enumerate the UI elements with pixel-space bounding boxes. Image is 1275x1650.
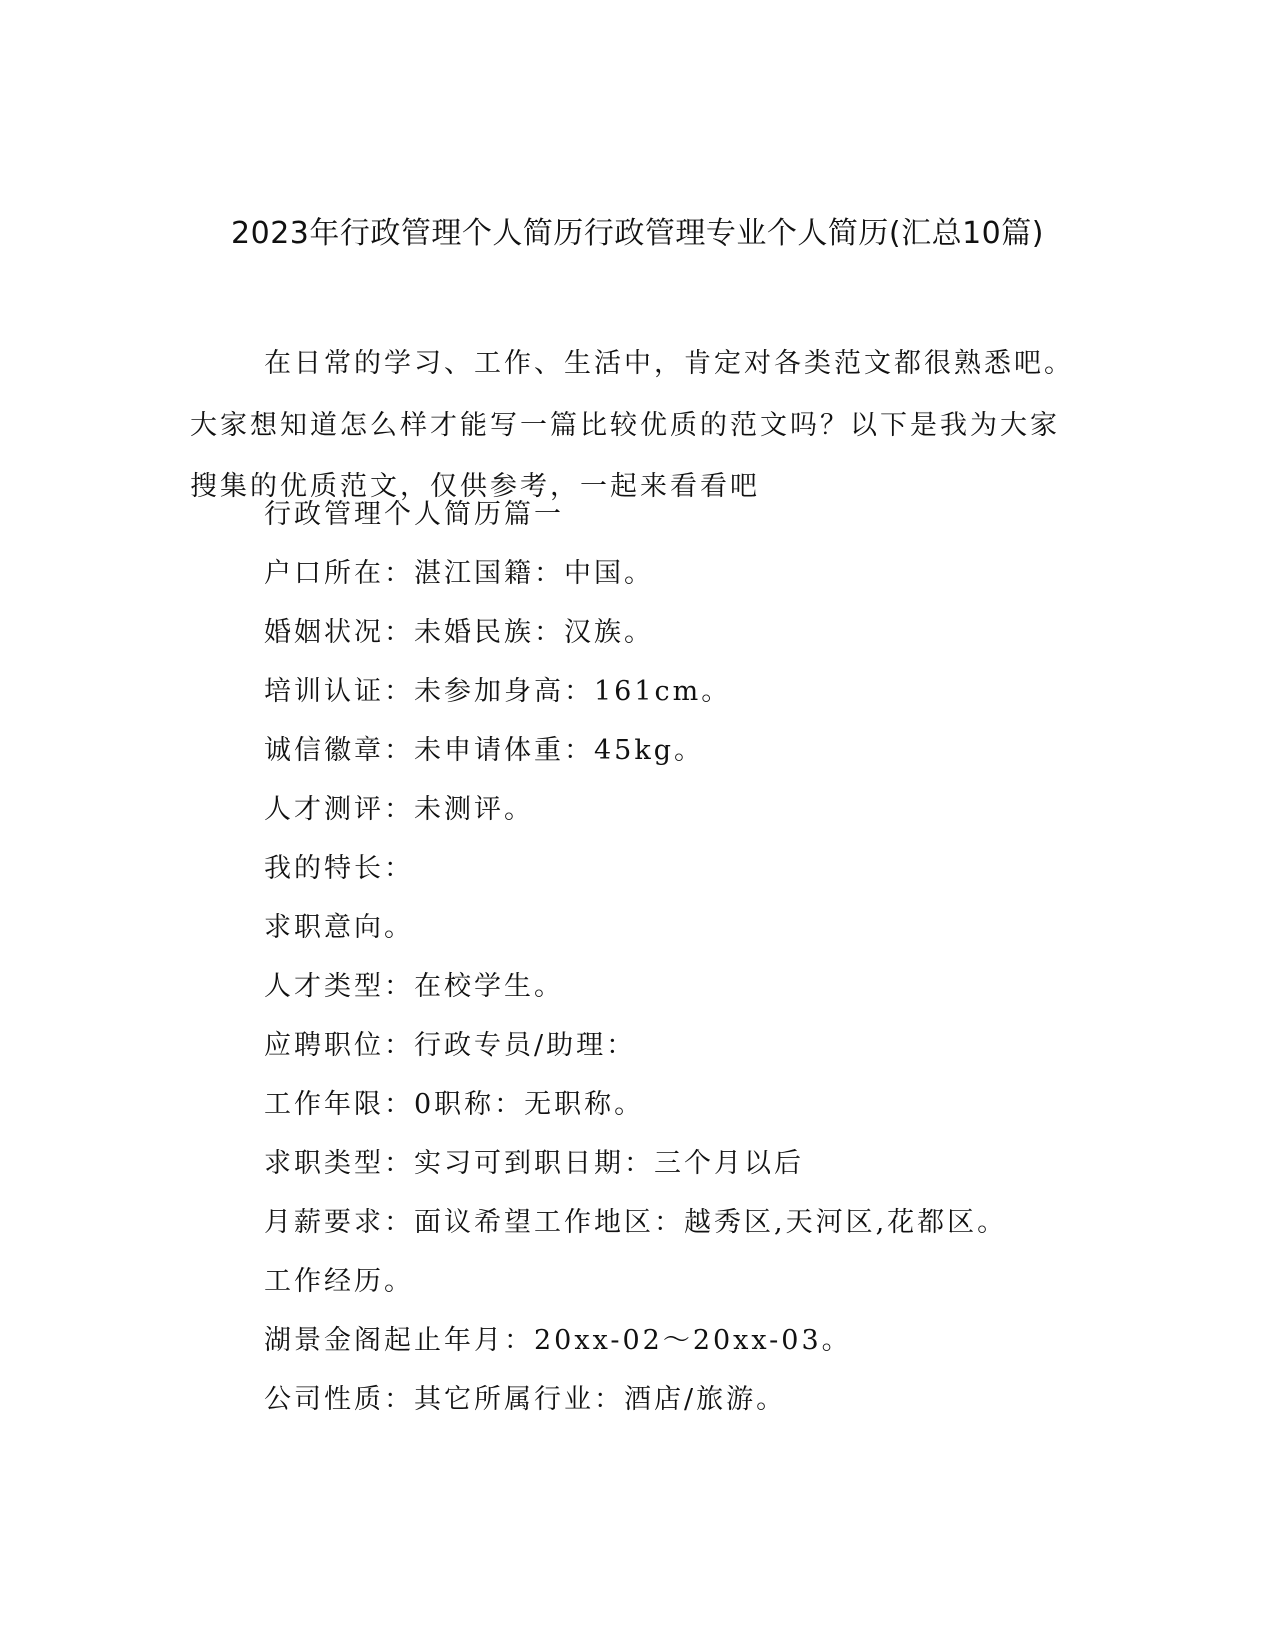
- talent-type-line: 人才类型：在校学生。: [264, 971, 564, 1002]
- company-nature-line: 公司性质：其它所属行业：酒店/旅游。: [264, 1384, 787, 1415]
- salary-line: 月薪要求：面议希望工作地区：越秀区,天河区,花都区。: [264, 1207, 1008, 1238]
- job-intention-line: 求职意向。: [264, 912, 414, 943]
- intro-paragraph: 在日常的学习、工作、生活中，肯定对各类范文都很熟悉吧。大家想知道怎么样才能写一篇比较优质的范文吗？以下是我为大家搜集的优质范文，仅供参考，一起来看看吧: [190, 348, 1074, 502]
- hukou-line: 户口所在：湛江国籍：中国。: [264, 558, 654, 589]
- marital-status-line: 婚姻状况：未婚民族：汉族。: [264, 617, 654, 648]
- employer-period-line: 湖景金阁起止年月：20xx-02～20xx-03。: [264, 1325, 852, 1356]
- specialty-line: 我的特长：: [264, 853, 414, 884]
- position-line: 应聘职位：行政专员/助理：: [264, 1030, 637, 1061]
- credit-badge-line: 诚信徽章：未申请体重：45kg。: [264, 735, 705, 766]
- talent-assessment-line: 人才测评：未测评。: [264, 794, 534, 825]
- work-years-line: 工作年限：0职称：无职称。: [264, 1089, 645, 1120]
- job-type-line: 求职类型：实习可到职日期：三个月以后: [264, 1148, 804, 1179]
- document-title: 2023年行政管理个人简历行政管理专业个人简历(汇总10篇): [231, 216, 1044, 251]
- resume-heading: 行政管理个人简历篇一: [264, 499, 564, 530]
- work-experience-heading: 工作经历。: [264, 1266, 414, 1297]
- training-line: 培训认证：未参加身高：161cm。: [264, 676, 732, 707]
